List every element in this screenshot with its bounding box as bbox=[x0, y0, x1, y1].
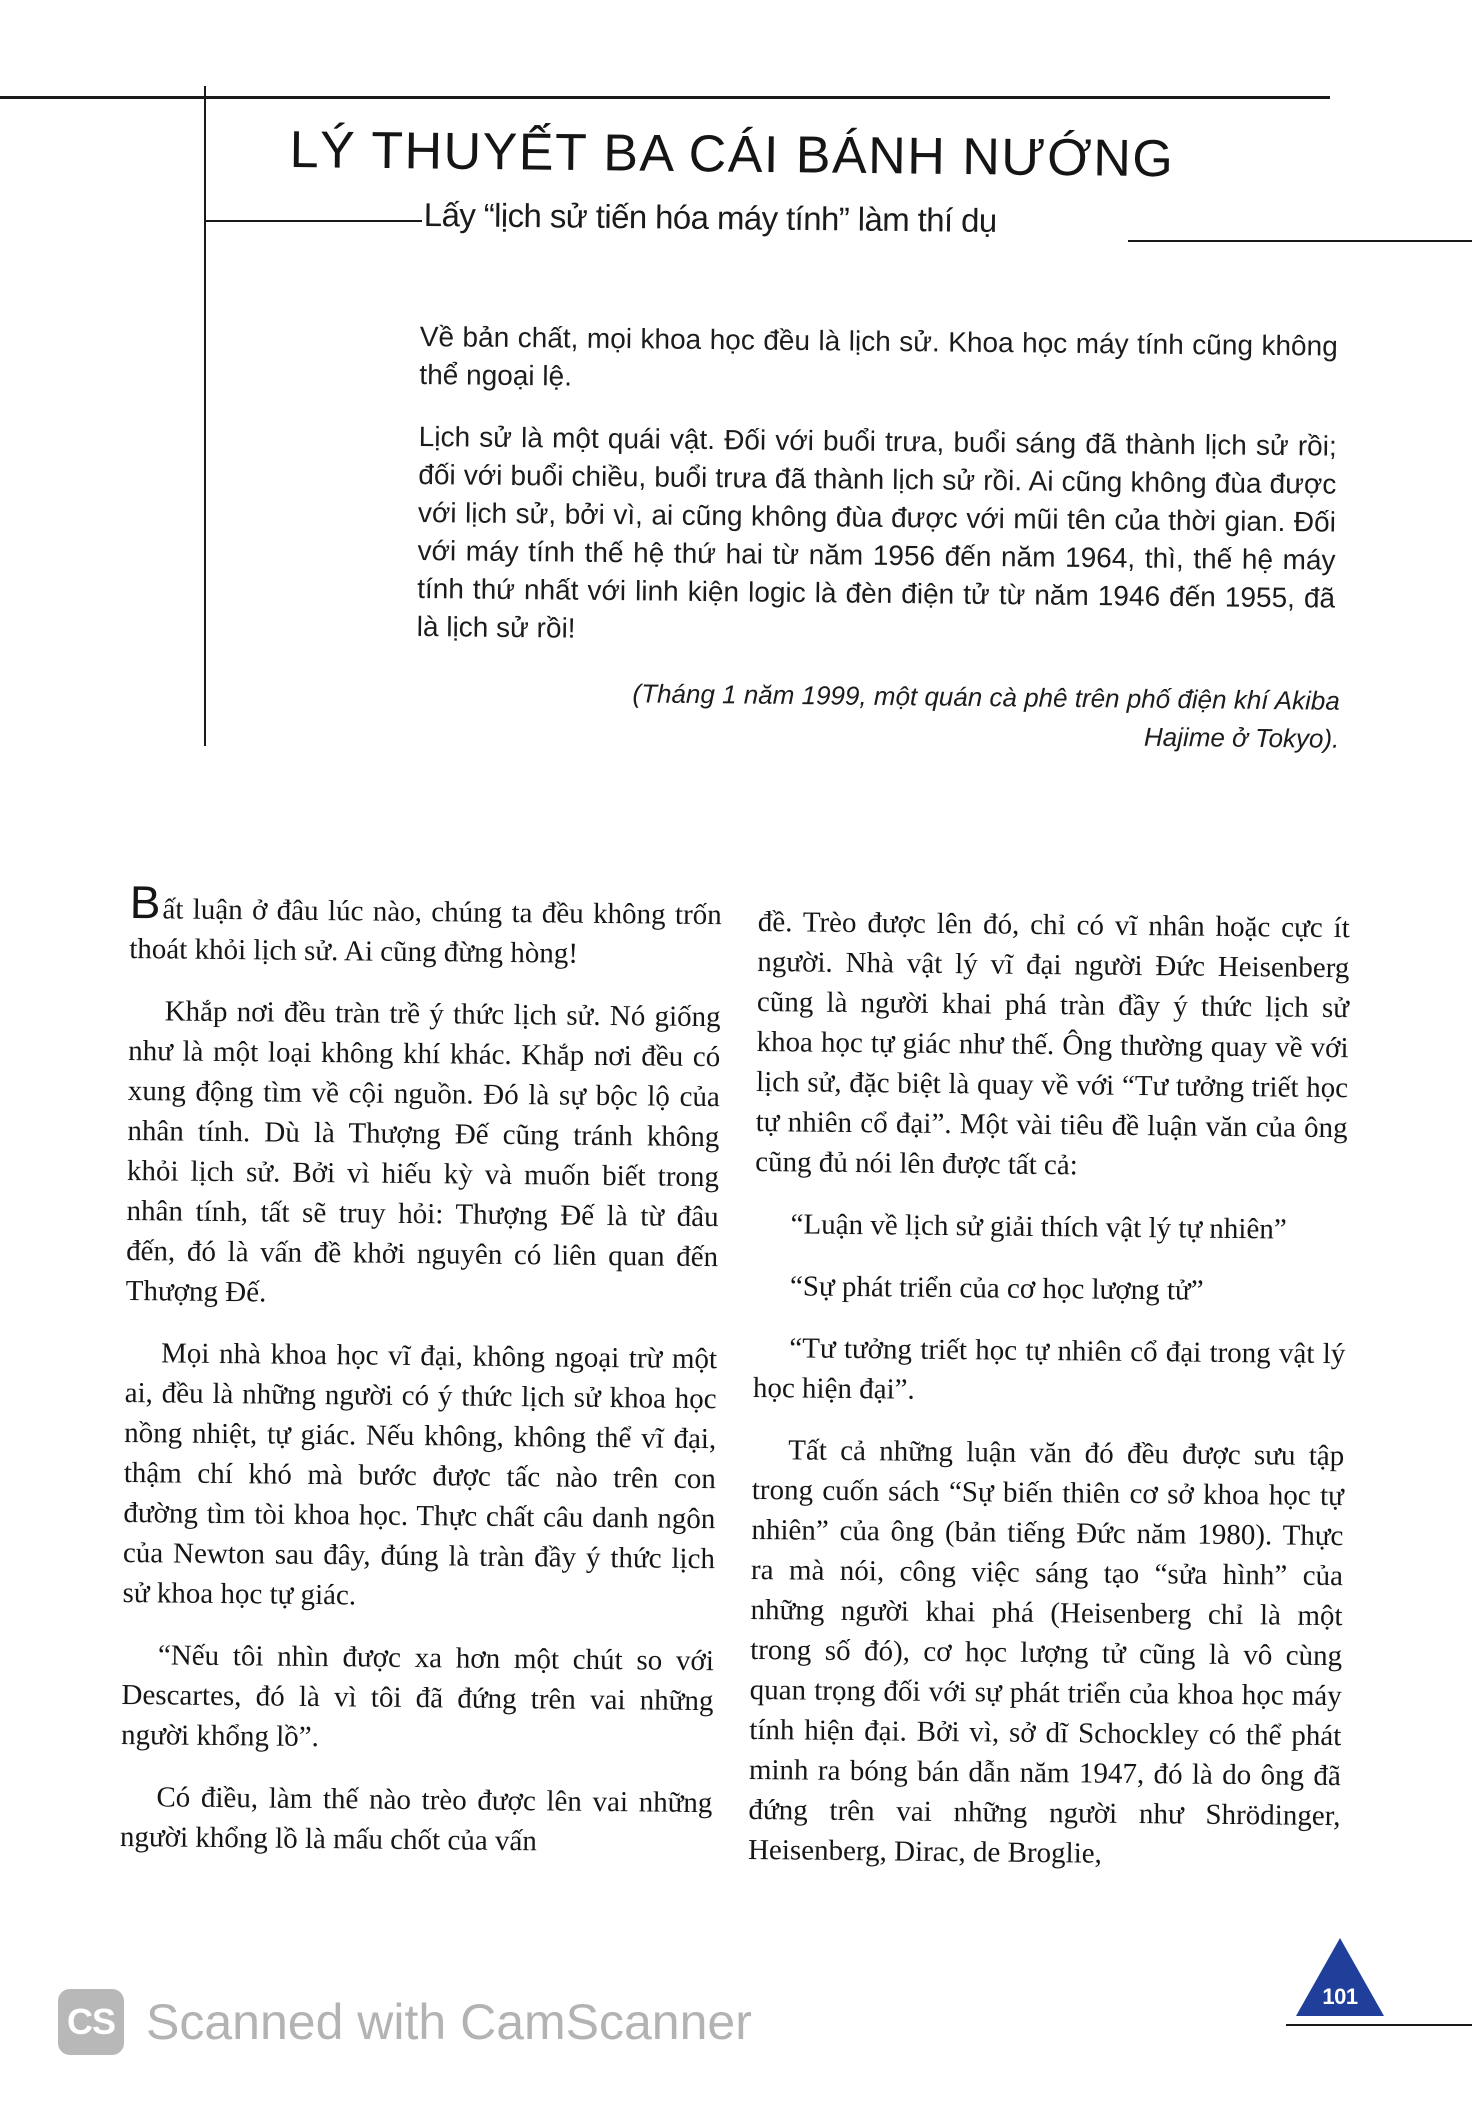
body-paragraph: Mọi nhà khoa học vĩ đại, không ngoại trừ một ai, đều là những người có ý thức lịch sử khoa học nồng nhiệt, tự giác. Nếu không, không thể vĩ đại, thậm chí khó mà bước được tấc nào trên con đường tìm tòi khoa học. Thực chất câu danh ngôn của Newton sau đây, đúng là tràn đầy ý thức lịch sử khoa học tự giác. bbox=[122, 1337, 718, 1612]
body-paragraph-text: ất luận ở đâu lúc nào, chúng ta đều không trốn thoát khỏi lịch sử. Ai cũng đừng hòng! bbox=[129, 893, 722, 970]
drop-cap: B bbox=[129, 876, 161, 929]
body-paragraph: đề. Trèo được lên đó, chỉ có vĩ nhân hoặc cực ít người. Nhà vật lý vĩ đại người Đức Heisenberg cũng là người khai phá tràn đầy ý thức lịch sử khoa học tự giác như thế. Ông thường quay về với lịch sử, đặc biệt là quay về với “Tư tưởng triết học tự nhiên cổ đại”. Một vài tiêu đề luận văn của ông cũng đủ nói lên được tất cả: bbox=[755, 905, 1350, 1182]
paper-title-quote: “Luận về lịch sử giải thích vật lý tự nhiên” bbox=[790, 1208, 1287, 1246]
intro-credit: (Tháng 1 năm 1999, một quán cà phê trên phố điện khí Akiba Hajime ở Tokyo). bbox=[632, 678, 1340, 754]
camscanner-logo-icon: CS bbox=[58, 1989, 124, 2055]
footer-rule bbox=[1286, 2024, 1472, 2026]
header-vertical-rule bbox=[204, 86, 206, 746]
camscanner-watermark bbox=[58, 1984, 752, 2060]
body-paragraph: Có điều, làm thế nào trèo được lên vai những người khổng lồ là mấu chốt của vấn bbox=[119, 1781, 713, 1858]
newton-quote: “Nếu tôi nhìn được xa hơn một chút so với Descartes, đó là vì tôi đã đứng trên vai những người khổng lồ”. bbox=[120, 1639, 715, 1754]
subtitle-left-rule bbox=[206, 220, 422, 222]
body-paragraph bbox=[129, 876, 722, 975]
body-paragraph: Khắp nơi đều tràn trề ý thức lịch sử. Nó giống như là một loại không khí khác. Khắp nơi đều có xung động tìm về cội nguồn. Đó là sự bộc lộ của nhân tính. Dù là Thượng Đế cũng tránh không khỏi lịch sử. Bởi vì hiếu kỳ và muốn biết trong nhân tính, tất sẽ truy hỏi: Thượng Đế là từ đâu đến, đó là vấn đề khởi nguyên có liên quan đến Thượng Đế. bbox=[125, 995, 721, 1309]
subtitle-right-rule bbox=[1128, 240, 1472, 242]
intro-paragraph: Về bản chất, mọi khoa học đều là lịch sử. Khoa học máy tính cũng không thể ngoại lệ. bbox=[419, 320, 1338, 392]
body-column-right bbox=[748, 902, 1350, 1898]
page-number-badge bbox=[1294, 1934, 1386, 2018]
page-number: 101 bbox=[1322, 1984, 1358, 2009]
header-top-rule bbox=[0, 96, 1330, 99]
intro-block bbox=[416, 318, 1338, 680]
intro-paragraph: Lịch sử là một quái vật. Đối với buổi trưa, buổi sáng đã thành lịch sử rồi; đối với buổi chiều, buổi trưa đã thành lịch sử rồi. Ai cũng không đùa được với lịch sử, bởi vì, ai cũng không đùa được với mũi tên của thời gian. Đối với máy tính thế hệ thứ hai từ năm 1956 đến năm 1964, thì, thế hệ máy tính thứ nhất với linh kiện logic là đèn điện tử từ năm 1946 đến 1955, đã là lịch sử rồi! bbox=[416, 420, 1337, 644]
watermark-text: Scanned with CamScanner bbox=[146, 1994, 752, 2050]
chapter-title: LÝ THUYẾT BA CÁI BÁNH NƯỚNG bbox=[289, 120, 1175, 189]
body-column-left bbox=[119, 876, 722, 1885]
body-paragraph: Tất cả những luận văn đó đều được sưu tập trong cuốn sách “Sự biến thiên cơ sở khoa học tự nhiên” của ông (bản tiếng Đức năm 1980). Thực ra mà nói, công việc sáng tạo “sửa hình” của những người khai phá (Heisenberg chỉ là một trong số đó), cơ học lượng tử cũng là vô cùng quan trọng đối với sự phát triển của khoa học máy tính hiện đại. Bởi vì, sở dĩ Schockley có thể phát minh ra bóng bán dẫn năm 1947, đó là do ông đã đứng trên vai những người như Shrödinger, Heisenberg, Dirac, de Broglie, bbox=[747, 1434, 1345, 1870]
paper-title-quote: “Sự phát triển của cơ học lượng tử” bbox=[789, 1270, 1204, 1307]
chapter-subtitle: Lấy “lịch sử tiến hóa máy tính” làm thí dụ bbox=[423, 196, 997, 239]
paper-title-quote: “Tư tưởng triết học tự nhiên cổ đại trong vật lý học hiện đại”. bbox=[752, 1332, 1346, 1406]
